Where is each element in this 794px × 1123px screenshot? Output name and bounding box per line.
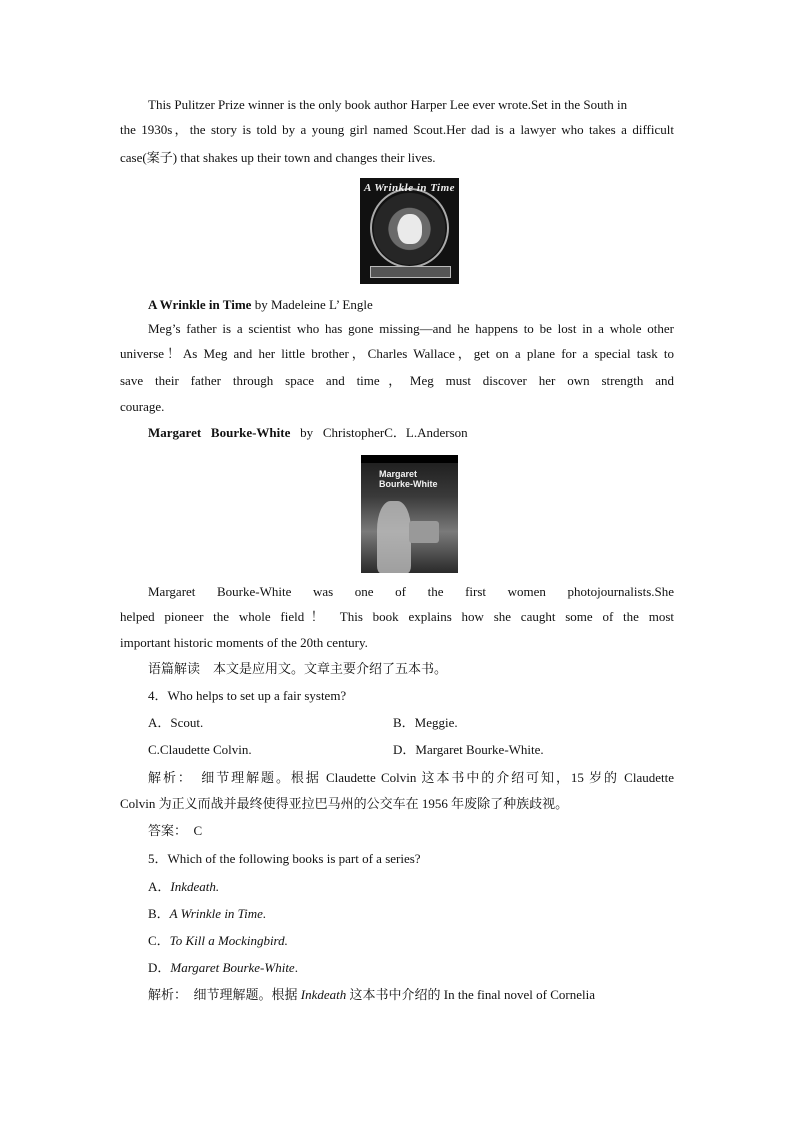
option-label: B． <box>148 906 170 921</box>
option-b: B．Meggie. <box>393 715 458 730</box>
paragraph-line: helped pioneer the whole field！ This book explains how she caught some of the most <box>120 609 674 624</box>
book-heading <box>148 296 674 314</box>
margaret-bourke-white-cover-image <box>361 455 458 573</box>
explanation-line: 解析： 细节理解题。根据 Claudette Colvin 这本书中的介绍可知，15 岁的 Claudette <box>148 770 674 785</box>
option-label: D． <box>148 960 171 975</box>
question-4-options-row-2 <box>148 741 674 759</box>
paragraph-line: This Pulitzer Prize winner is the only book author Harper Lee ever wrote.Set in the South in <box>148 97 628 112</box>
option-text: A Wrinkle in Time. <box>169 906 267 921</box>
question-5: 5．Which of the following books is part of a series? <box>148 851 421 866</box>
option-d: D．Margaret Bourke-White. <box>393 742 544 757</box>
option-text: To Kill a Mockingbird. <box>169 933 288 948</box>
paragraph-line: Margaret Bourke-White was one of the first women photojournalists.She <box>148 584 674 599</box>
option-a <box>148 878 674 896</box>
cover-title: A Wrinkle in Time <box>363 182 456 194</box>
cover-figure <box>377 501 411 573</box>
option-d <box>148 959 674 977</box>
question-4: 4．Who helps to set up a fair system? <box>148 688 347 703</box>
explanation-book-title: Inkdeath <box>300 987 347 1002</box>
question-4-options-row-1 <box>148 714 674 732</box>
explanation-text: 解析： 细节理解题。根据 <box>148 987 301 1002</box>
explanation-line <box>148 986 674 1004</box>
explanation-line: Colvin 为正义而战并最终使得亚拉巴马州的公交车在 1956 年废除了种族歧视。 <box>120 796 569 811</box>
camera-shape <box>409 521 439 543</box>
explanation-text: 这本书中介绍的 In the final novel of Cornelia <box>346 987 596 1002</box>
book-title: Margaret Bourke-White <box>148 425 291 440</box>
cover-title-line: Bourke-White <box>379 479 438 489</box>
book-author: by Madeleine L’ Engle <box>251 297 373 312</box>
answer: 答案： C <box>148 823 203 838</box>
option-label: C． <box>148 933 170 948</box>
book-title: A Wrinkle in Time <box>148 297 252 312</box>
passage-analysis: 语篇解读 本文是应用文。文章主要介绍了五本书。 <box>148 661 448 676</box>
option-text: Inkdeath. <box>170 879 220 894</box>
cover-figure <box>398 214 422 244</box>
option-text: Margaret Bourke-White <box>170 960 295 975</box>
paragraph-line: the 1930s，the story is told by a young girl named Scout.Her dad is a lawyer who takes a difficult <box>120 122 674 137</box>
wrinkle-in-time-cover-image <box>360 178 459 284</box>
option-period: . <box>294 960 298 975</box>
cover-top-strip <box>361 455 458 463</box>
paragraph-line: Meg’s father is a scientist who has gone missing—and he happens to be lost in a whole other <box>148 321 674 336</box>
option-a: A．Scout. <box>148 715 204 730</box>
book-author: by ChristopherC．L.Anderson <box>290 425 468 440</box>
paragraph-line: universe！As Meg and her little brother，Charles Wallace，get on a plane for a special task to <box>120 346 674 361</box>
paragraph-line: courage. <box>120 399 165 414</box>
option-b <box>148 905 674 923</box>
book-heading <box>148 424 674 442</box>
cover-title-line: Margaret <box>379 469 418 479</box>
option-c <box>148 932 674 950</box>
paragraph-line: save their father through space and time，Meg must discover her own strength and <box>120 373 674 388</box>
paragraph-line: case(案子) that shakes up their town and changes their lives. <box>120 150 436 165</box>
option-c: C.Claudette Colvin. <box>148 742 252 757</box>
cover-band <box>370 266 451 278</box>
paragraph-line: important historic moments of the 20th century. <box>120 635 368 650</box>
option-label: A． <box>148 879 171 894</box>
